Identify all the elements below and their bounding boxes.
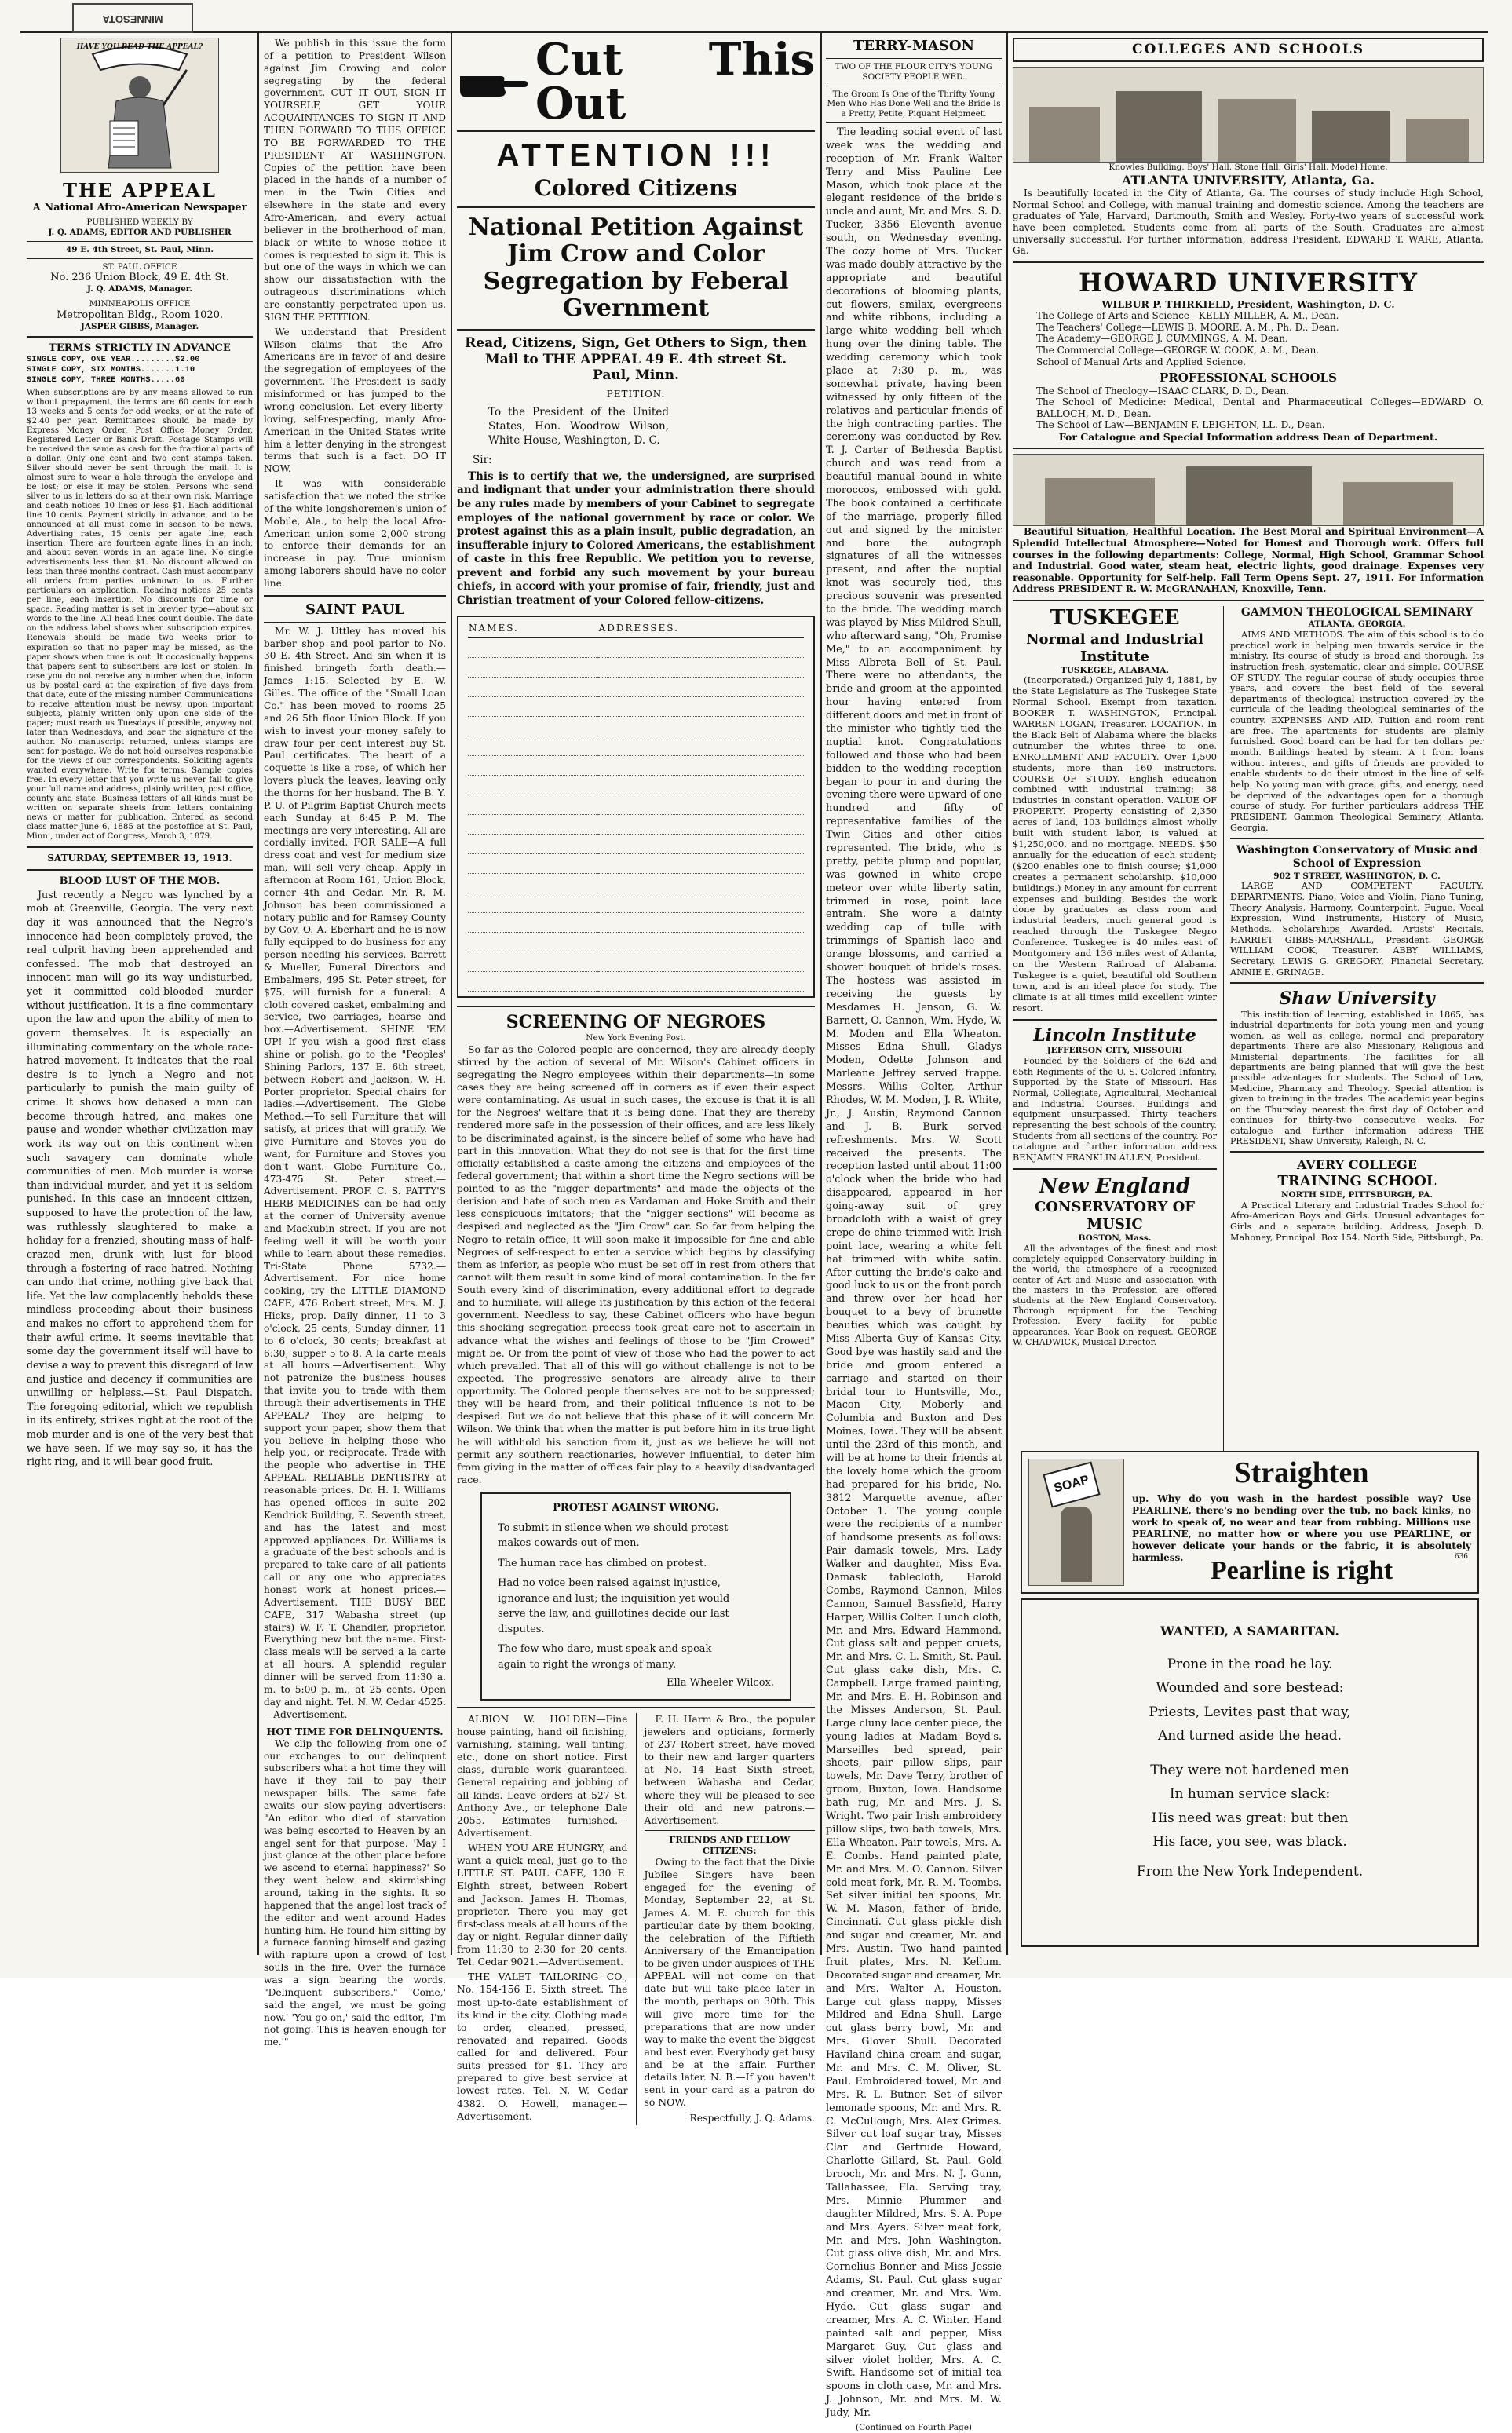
signature-line[interactable] [468,697,598,717]
pointing-hand-icon [457,64,529,100]
library-stamp: MINNESOTA [72,3,193,33]
address-line: 49 E. 4th Street, St. Paul, Minn. [65,244,214,254]
pearline-code: 636 [1454,1553,1468,1561]
avery-location: NORTH SIDE, PITTSBURGH, PA. [1280,1189,1433,1200]
poem-line: To submit in silence when we should protest [498,1522,729,1534]
pearline-head: Straighten [1234,1456,1369,1489]
screening-head: SCREENING OF NEGROES [506,1012,766,1032]
address-line[interactable] [598,952,804,972]
tuskegee-location: TUSKEGEE, ALABAMA. [1060,665,1170,675]
atlanta-body: Is beautifully located in the City of Atlanta, Ga. The courses of study include High School, Normal School and College, with manual training and domestic science. Among the teachers are graduates of Yale, Harvard, Dartmouth, Smith and Wesley. Forty-two years of successful work have been completed. Students come from all parts of the South. Graduates are almost universally successful. For further information, address President, EDWARD T. WARE, Atlanta, Ga. [1013,188,1484,257]
address-line[interactable] [598,913,804,933]
address-line[interactable] [598,678,804,697]
address-line[interactable] [598,697,804,717]
stpaul-office: No. 236 Union Block, 49 E. 4th St. [50,272,229,284]
addresses-column-head: ADDRESSES. [598,622,804,637]
howard-foot: For Catalogue and Special Information address Dean of Department. [1058,431,1438,443]
howard-dept: School of Manual Arts and Applied Science. [1036,356,1247,367]
poem-line: Prone in the road he lay. [1167,1657,1333,1672]
column-2 [264,38,446,2048]
names-column-head: NAMES. [468,622,598,637]
howard-dept: The Teachers' College—LEWIS B. MOORE, A. M., Ph. D., Dean. [1036,321,1339,333]
harm-ad: F. H. Harm & Bro., the popular jewelers and opticians, formerly of 237 Robert street, have moved to their new and larger quarters at No. 14 East Sixth street, between Wabasha and Cedar, where they will be pleased to see their old and new patrons.—Advertisement. [644,1712,815,1826]
address-line[interactable] [598,638,804,658]
masthead-illustration [60,38,219,173]
friends-head: FRIENDS AND FELLOW CITIZENS: [669,1833,791,1856]
saint-paul-body: Mr. W. J. Uttley has moved his barber shop and pool parlor to No. 30 E. 4th Street. And sin when it is finished bringeth forth death.—James 1:15.—Selected by E. W. Gilles. The office of the "Small Loan Co." has been moved to rooms 25 and 26 5th floor Union Block. If you wish to invest your money safely to draw four per cent interest buy St. Paul certificates. The heart of a coquette is like a rose, of which her lovers pluck the leaves, leaving only the thorns for her husband. The B. Y. P. U. of Pilgrim Baptist Church meets each Sunday at 6:45 P. M. The meetings are very interesting. All are cordially invited. FOR SALE—A full dress coat and vest for medium size man, will sell very cheap. Apply in afternoon at Room 161, Union Block, corner 4th and Cedar. Mr. R. M. Johnson has been commissioned a notary public and for Ramsey County by Gov. O. A. Eberhart and he is now fully equipped to do business for any person needing his services. Barrett & Mueller, Funeral Directors and Embalmers, 495 St. Peter street, for $75, will furnish for a funeral: A cloth covered casket, embalming and service, two carriages, hearse and box.—Advertisement. SHINE 'EM UP! If you wish a good first class shine or polish, go to the "Peoples' Shining Parlors, 137 E. 6th street, between Robert and Jackson, W. H. Porter proprietor. Special chairs for ladies.—Advertisement. The Globe Method.—To sell Furniture that will satisfy, at prices that will gratify. We give Furniture and Stoves you do want, for Furniture and Stoves you don't want.—Globe Furniture Co., 473-475 St. Peter street.—Advertisement. PROF. C. S. PATTY'S HERB MEDICINES can be had only at the corner of University avenue and Mackubin street. If you are not feeling well it will be worth your while to learn about these remedies. Tri-State Phone 5732.—Advertisement. For nice home cooking, try the LITTLE DIAMOND CAFE, 476 Robert street, Mrs. M. J. Hicks, prop. Daily dinner, 11 to 3 o'clock, 25 cents; Sunday dinner, 11 to 6 o'clock, 30 cents; breakfast at 6:30; supper 5 to 8. A la carte meals at all hours.—Advertisement. Why not patronize the business houses that invite you to trade with them through their advertisements in THE APPEAL? They are helping to support your paper, show them that you believe in helping those who help you, or reciprocate. Trade with the people who advertise in THE APPEAL. RELIABLE DENTISTRY at reasonable prices. Dr. H. I. Williams has opened offices in suite 202 Kendrick Building, E. Seventh street, and has the latest and most approved appliances. Dr. Williams is a graduate of the best schools and is prepared to take care of all patients call or any one who appreciates honest work at honest prices.—Advertisement. THE BUSY BEE CAFE, 317 Wabasha street (up stairs) W. F. T. Chandler, proprietor. Everything new but the name. First-class meals will be served a la carte at all hours. A splendid regular dinner will be served from 11:30 a. m. to 5:00 p. m., at 25 cents. Open day and night. Tel. N. W. Cedar 4525.—Advertisement. [264,625,446,1720]
ne-conservatory-location: BOSTON, Mass. [1078,1233,1152,1244]
wedding-continued: (Continued on Fourth Page) [855,2423,973,2433]
signature-line[interactable] [468,815,598,835]
gammon-location: ATLANTA, GEORGIA. [1308,619,1406,630]
washer-illustration [1028,1459,1124,1586]
poem-line: The few who dare, must speak and speak [498,1643,712,1656]
petition-salutation: Sir: [473,454,492,467]
attention-head: ATTENTION !!! [496,138,776,173]
petition-section [457,34,815,2124]
poem-line: disputes. [498,1623,545,1635]
prof-dept: The School of Medicine: Medical, Dental and Pharmaceutical Colleges—EDWARD O. BALLOCH, M. D., Dean. [1036,396,1484,419]
blood-lust-body: Just recently a Negro was lynched by a mob at Greenville, Georgia. The very next day it was announced that the Negro's innocence had been completely proved, the real culprit having been apprehended and confessed. The mob that destroyed an innocent man will go its way undisturbed, yet it committed cold-blooded murder without justification. It is a fine commentary upon the law and upon the ability of men to govern themselves. It is especially an illuminating commentary on the whole race-hatred movement. It indicates that the real desire is to lynch a Negro and not particularly to punish the main guilty of crime. It shows how debased a man can become through hatred, and makes one pause and wonder whether civilization may work its way out on this continent when such savagery can dominate whole communities of men. Mob murder is worse than individual murder, and yet it is seldom punished. In this case an innocent citizen, supposed to have the protection of the law, was ruthlessly slaughtered to make a holiday for a frenzied, shouting mass of half-crazed men, drunk with lust for blood through a fostering of race hatred. Nothing can undo that crime, nothing give back that life. Yet the law complacently beholds these mindless proceeding about their business and makes no effort to apprehend them for their awful crime. It seems inevitable that some day the government itself will have to devise a way to prevent this disregard of law and justice and decency if communities are unwilling or helpless.—St. Paul Dispatch. The foregoing editorial, which we republish in its entirety, strikes right at the root of the mob murder and is one of the very best that we have seen. If we may say so, it has the right ring, and it will bear good fruit. [27,888,253,1468]
wedding-head: TERRY-MASON [853,38,974,54]
pearline-ad [1021,1451,1479,1594]
pearline-body: up. Why do you wash in the hardest possible way? Use PEARLINE, there's no bending over the tub, no back kinks, no work to speak of, no wear and tear from rubbing. Millions use PEARLINE, no matter how or where you use PEARLINE, or however delicate your hands or the fabric, it is absolutely harmless. [1132,1493,1471,1563]
poem-line: Priests, Levites past that way, [1149,1704,1351,1720]
signature-line[interactable] [468,658,598,678]
hot-time-body: We clip the following from one of our exchanges to our delinquent subscribers what a hot time they will have if they fail to pay their newspaper bills. The same fate awaits our slow-paying advertisers: "An editor who died of starvation was being escorted to Heaven by an angel sent for that purpose. 'May I just glance at the other place before we ascend to eternal happiness?' So they went below and skirmishing around, taking in the sights. It so happened that the angel lost track of the editor and went around Hades hunting him. He found him sitting by a furnace fanning himself and gazing with rapture upon a crowd of lost souls in the fire. Over the furnace was a sign bearing the words, "Delinquent subscribers." 'Come,' said the angel, 'we must be going now.' 'You go on,' said the editor, 'I'm not going. This is heaven enough for me.'" [264,1737,446,2048]
hot-time-head: HOT TIME FOR DELINQUENTS. [266,1726,444,1738]
washington-conservatory-head: Washington Conservatory of Music and School of Expression [1236,844,1478,871]
mobile-strike-paragraph: It was with considerable satisfaction that we noted the strike of the white longshoremen's union of Mobile, Ala., to help the local Afro-American union some 2,000 strong to enforce their demands for an increase in pay. True unionism among laborers should have no color line. [264,478,446,589]
shaw-head: Shaw University [1279,988,1435,1010]
howard-head: HOWARD UNIVERSITY [1079,267,1418,298]
address-line[interactable] [598,815,804,835]
friends-signature: Respectfully, J. Q. Adams. [689,2111,815,2124]
signature-line[interactable] [468,638,598,658]
mpls-office: Metropolitan Bldg., Room 1020. [56,309,224,321]
prof-departments [1036,385,1484,432]
column-rule [257,31,259,1955]
ne-conservatory-body: All the advantages of the finest and most completely equipped Conservatory building in the world, the atmosphere of a recognized center of Art and Music and association with the masters in the Profession are offered students at the New England Conservatory. Thorough equipment for the Teaching Profession. Every facility for public appearances. Year Book on request. GEORGE W. CHADWICK, Musical Director. [1013,1244,1217,1347]
poem-author: Ella Wheeler Wilcox. [666,1677,774,1690]
screening-source: New York Evening Post. [586,1032,686,1043]
howard-dept: The College of Arts and Science—KELLY MILLER, A. M., Dean. [1036,310,1339,322]
poem-line: They were not hardened men [1150,1763,1349,1778]
poem-line: serve the law, and guillotines decide our last [498,1608,729,1620]
howard-dept: The Academy—GEORGE J. CUMMINGS, A. M. Dean. [1036,333,1288,345]
column-1 [27,38,253,1955]
address-line[interactable] [598,658,804,678]
poem-line: In human service slack: [1169,1786,1331,1803]
holden-ad: ALBION W. HOLDEN—Fine house painting, hand oil finishing, varnishing, staining, wall tinting, etc., done on short notice. First class, durable work guaranteed. General repairing and jobbing of all kinds. Leave orders at 527 St. Anthony Ave., or telephone Dale 2055. Estimates furnished.—Advertisement. [457,1712,628,1839]
signature-line[interactable] [468,736,598,756]
column-5 [826,38,1002,2433]
signature-line[interactable] [468,933,598,952]
knoxville-body: Beautiful Situation, Healthful Location. The Best Moral and Spiritual Environment—A Splendid Intellectual Atmosphere—Noted for Honest and Thorough work. Offers full courses in the following departments: College, Normal, High School, Grammar School and Industrial. Good water, steam heat, electric lights, good drainage. Expenses very reasonable. Opportunity for Self-help. Fall Term Opens Sept. 27, 1911. For Information Address PRESIDENT R. W. McGRANAHAN, Knoxville, Tenn. [1013,526,1484,595]
valet-ad: THE VALET TAILORING CO., No. 154-156 E. Sixth street. The most up-to-date establishment of its kind in the city. Clothing made to order, cleaned, pressed, renovated and repaired. Goods called for and delivered. Four suits pressed for $1. They are prepared to give best service at lowest rates. Tel. N. W. Cedar 4382. O. Howell, manager.—Advertisement. [457,1971,628,2122]
protest-poem-title: PROTEST AGAINST WRONG. [553,1502,719,1514]
signature-line[interactable] [468,952,598,972]
wedding-sub2: The Groom Is One of the Thrifty Young Men Who Has Done Well and the Bride Is a Pretty, Petite, Piquant Helpmeet. [827,89,1001,119]
friends-body: Owing to the fact that the Dixie Jubilee Singers have been engaged for the evening of Monday, September 22, at St. James A. M. E. church for this particular date by them booking, the celebration of the Fiftieth Anniversary of the Emancipation to be given under auspices of THE APPEAL will not come on that date but will take place later in the month, perhaps on 30th. This will give more time for the preparations that are now under way to make the event the biggest and best ever. Everybody get busy and be at the affair. Further details later. N. B.—If you haven't sent in your card as a patron do so NOW. [644,1856,815,2109]
soap-icon: SOAP [1043,1461,1100,1507]
poem-line: His need was great: but then [1151,1810,1349,1826]
terms-rate-1: SINGLE COPY, ONE YEAR.........$2.00 [27,355,200,365]
hungry-ad: WHEN YOU ARE HUNGRY, and want a quick meal, just go to the LITTLE ST. PAUL CAFE, 130 E. Eighth street, between Robert and Jackson. James H. Thomas, proprietor. There you may get first-class meals at all hours of the day or night. Regular dinner daily from 11:30 to 2:30 for 20 cents. Tel. Cedar 9021.—Advertisement. [457,1842,628,1968]
poem-line: again to right the wrongs of many. [498,1658,677,1671]
lincoln-body: Founded by the Soldiers of the 62d and 65th Regiments of the U. S. Colored Infantry. Supported by the State of Missouri. Has Normal, Collegiate, Agricultural, Mechanical and Industrial Courses. Buildings and equipment unsurpassed. Thirty teachers representing the best schools of the country. Students from all sections of the country. For catalogue and further information address BENJAMIN FRANKLIN ALLEN, President. [1013,1056,1217,1164]
herald-figure-icon [61,38,218,172]
poem-line: And turned aside the head. [1157,1727,1342,1744]
signature-line[interactable] [468,874,598,893]
avery-body: A Practical Literary and Industrial Trades School for Afro-American Boys and Girls. Unusual advantages for Girls and a separate building. Address, Joseph D. Mahoney, Principal. Box 154. North Side, Pittsburgh, Pa. [1230,1200,1484,1243]
address-line[interactable] [598,835,804,854]
mpls-office-head: MINNEAPOLIS OFFICE [89,298,191,309]
saint-paul-head: SAINT PAUL [305,601,405,618]
address-line[interactable] [598,776,804,795]
atlanta-caption: Knowles Building. Boys' Hall. Stone Hall. Girls' Hall. Model Home. [1108,162,1388,172]
pearline-tagline: Pearline is right [1210,1556,1393,1585]
address-line[interactable] [598,756,804,776]
samaritan-title: WANTED, A SAMARITAN. [1160,1624,1339,1638]
howard-dept: The Commercial College—GEORGE W. COOK, A. M., Dean. [1036,344,1320,356]
wedding-sub: TWO OF THE FLOUR CITY'S YOUNG SOCIETY PEOPLE WED. [835,61,993,82]
address-line[interactable] [598,893,804,913]
banner-text: HAVE YOU READ THE APPEAL? [76,43,203,51]
howard-president: WILBUR P. THIRKIELD, President, Washington, D. C. [1101,298,1395,310]
dateline: SATURDAY, SEPTEMBER 13, 1913. [47,853,232,864]
address-line[interactable] [598,717,804,736]
president-paragraph: We understand that President Wilson claims that the Afro-Americans are in favor of and desire the segregation of employees of the government. The President is sadly misinformed or has jumped to the wrong conclusion. Let every liberty-loving, self-respecting, manly Afro-American in the United States write him a letter denying in the strongest terms that such is a fact. DO IT NOW. [264,326,446,475]
address-line[interactable] [598,874,804,893]
petition-body: This is to certify that we, the undersigned, are surprised and indignant that under your administration there should be any rules made by members of your Cabinet to segregate employes of the national government by race or color. We protest against this as a plain insult, public degradation, an insufferable injury to Colored Americans, the establishment of caste in this free Republic. We petition you to reverse, prevent and forbid any such movement by your bureau chiefs, in accord with your promise of fair, friendly, just and Christian treatment of your Colored fellow-citizens. [457,469,815,607]
shaw-body: This institution of learning, established in 1865, has industrial departments for both young men and young women, as well as college, normal and preparatory departments. There are also Missionary, Religious and Ministerial departments. The facilities for all departments are being planned that will give the best possible advantages for students. The School of Law, Medicine, Pharmacy and Theology. Special attention is given to training in the trades. The academic year begins on the Thursday nearest the first day of October and continues for thirty-two consecutive weeks. For catalogue and further information address THE PRESIDENT, Shaw University, Raleigh, N. C. [1230,1010,1484,1146]
signature-line[interactable] [468,756,598,776]
mpls-manager: JASPER GIBBS, Manager. [80,321,199,331]
address-line[interactable] [598,795,804,815]
address-line[interactable] [598,972,804,992]
samaritan-box [1021,1598,1479,1947]
signature-line[interactable] [468,776,598,795]
stpaul-office-head: ST. PAUL OFFICE [102,261,177,272]
poem-line: makes cowards out of men. [498,1537,640,1550]
poem-line: Had no voice been raised against injustice, [498,1577,721,1590]
top-rule [20,31,1488,33]
paper-title: THE APPEAL [63,179,217,202]
washington-conservatory-body: LARGE AND COMPETENT FACULTY. DEPARTMENTS. Piano, Voice and Violin, Piano Tuning, Theory Analysis, Harmony, Counterpoint, Fugue, Vocal Expression, Wind Instruments, History of Music, Methods. Scholarships Awarded. Artists' Recitals. HARRIET GIBBS-MARSHALL, President. GEORGE WILLIAM COOK, Treasurer. ABBY WILLIAMS, Secretary. LEWIS G. GREGORY, Financial Secretary. ANNIE E. GRINAGE. [1230,881,1484,977]
address-line[interactable] [598,854,804,874]
samaritan-source: From the New York Independent. [1136,1864,1364,1880]
signature-line[interactable] [468,678,598,697]
petition-title: National Petition Against Jim Crow and Color Segregation by Feberal Gvernment [468,213,804,323]
cut-this-out-head: Cut This Out [535,34,815,130]
ne-conservatory-head2: CONSERVATORY OF MUSIC [1034,1199,1196,1233]
column-rule [820,31,822,1955]
published-line: PUBLISHED WEEKLY BY [86,217,193,228]
stpaul-manager: J. Q. ADAMS, Manager. [86,284,193,294]
signature-line[interactable] [468,854,598,874]
column-rule [451,31,452,1955]
protest-poem-box [480,1492,791,1701]
poem-line: The human race has climbed on protest. [498,1557,707,1569]
editor-line: J. Q. ADAMS, EDITOR AND PUBLISHER [48,227,232,237]
prof-dept: The School of Law—BENJAMIN F. LEIGHTON, LL. D., Dean. [1036,419,1325,431]
screening-body: So far as the Colored people are concerned, they are already deeply stirred by the action of several of Mr. Wilson's Cabinet officers in segregating the Negro employees within their departments—in some cases they are being screened off in corners as if even their aspect were contaminating. As usual in such cases, the excuse is that it is all for the Negroes' welfare that it is being done. That they are thereby rendered more safe in the possession of their offices, and are less likely to be discriminated against, is the sincere belief of some who have had part in this innovation. What they do not see is that for the first time officially established a caste among the citizens and employees of the federal government; that within a short time the Negro sections will be pointed to as the "nigger departments" and made the objects of the derision and hate of such men as Vardaman and Hoke Smith and their less conspicuous imitators; that the "nigger sections" will become as despised and neglected as the "Jim Crow" car. So far from helping the Negro to retain office, it will soon make it impossible for fine and able Negroes of self-respect to enter a service which begins by classifying them as inferior, as people who must be set off in rest from others that cannot wilt them result in some kind of moral contamination. In the far South every kind of discrimination, every additional effort to degrade and to humiliate, will allege its justification by this action of the federal government. Needless to say, these Cabinet officers who have begun this shocking segregation process took great care not to ascertain in advance what the wishes and feelings of those to be "Jim Crowed" might be. Or from the point of view of those who had the power to act which prevailed. That all of this will go without challenge is not to be expected. The progressive senators are already alive to their opportunity. The Colored people themselves are not to be suppressed; they will be heard from, and their political influence is not to be despised. But we do not believe that this phase of it will concern Mr. Wilson. We think that when the matter is put before him in its true light he will withhold his sanction from it, just as we believe he will not permit any southern reactionaries, however influential, to deter him from giving in the matter of offices fair play to a heavily disadvantaged race. [457,1043,815,1485]
schools-right [1230,606,1484,1493]
signature-line[interactable] [468,913,598,933]
lincoln-location: JEFFERSON CITY, MISSOURI [1046,1046,1183,1056]
lincoln-head: Lincoln Institute [1033,1025,1196,1046]
prof-schools-head: PROFESSIONAL SCHOOLS [1160,371,1337,385]
signature-line[interactable] [468,835,598,854]
petition-instructions: Read, Citizens, Sign, Get Others to Sign, then Mail to THE APPEAL 49 E. 4th street St. Paul, Minn. [465,334,807,384]
gammon-body: AIMS AND METHODS. The aim of this school is to do practical work in helping men towards service in the ministry. Its course of study is broad and thorough. Its instruction fresh, systematic, clear and simple. COURSE OF STUDY. The regular course of study occupies three years, and covers the best field of the several departments of theological instruction covered by the curricula of the leading theological seminaries of the country. EXPENSES AND AID. Tuition and room rent are free. The apartments for students are plainly furnished. Good board can be had for ten dollars per month. Buildings heated by steam. A t from loans without interest, and gifts of friends are provided to enable students to do their utmost in the line of self-help. No young man with grace, gifts, and energy, need be deprived of the advantages open for a thorough course of study. For further particulars address THE PRESIDENT, Gammon Theological Seminary, Atlanta, Georgia. [1230,629,1484,833]
blood-lust-head: BLOOD LUST OF THE MOB. [59,875,221,887]
tuskegee-body: (Incorporated.) Organized July 4, 1881, by the State Legislature as The Tuskegee State Normal School. Exempt from taxation. BOOKER T. WASHINGTON, Principal. WARREN LOGAN, Treasurer. LOCATION. In the Black Belt of Alabama where the blacks outnumber the whites three to one. ENROLLMENT AND FACULTY. Over 1,500 students, more than 160 instructors. COURSE OF STUDY. English education combined with industrial training; 38 industries in constant operation. VALUE OF PROPERTY. Property consisting of 2,350 acres of land, 103 buildings almost wholly built with student labor, is valued at $1,250,000, and no mortgage. NEEDS. $50 annually for the education of each student; ($200 enables one to finish course; $1,000 creates a permanent scholarship. $10,000 buildings.) Money in any amount for current expenses and building. Besides the work done by graduates as class room and industrial leaders, much general good is reached through the Tuskegee Negro Conference. Tuskegee is 40 miles east of Montgomery and 136 miles west of Atlanta, on the Western Railroad of Alabama. Tuskegee is a quiet, beautiful old Southern town, and is an ideal place for study. The climate is at all times mild excellent winter resort. [1013,674,1217,1014]
colleges-banner: COLLEGES AND SCHOOLS [1013,38,1484,62]
tuskegee-sub: Normal and Industrial Institute [1026,630,1203,665]
poem-line: Wounded and sore bestead: [1156,1680,1344,1697]
signature-line[interactable] [468,893,598,913]
ne-conservatory-head: New England [1039,1174,1191,1198]
samaritan-lines [1022,1653,1477,1883]
terms-head: TERMS STRICTLY IN ADVANCE [49,342,231,355]
petition-intro: We publish in this issue the form of a petition to President Wilson against Jim Crowing and color segregating by the federal government. CUT IT OUT, SIGN IT YOURSELF, GET YOUR ACQUAINTANCES TO SIGN IT AND THEN FORWARD TO THIS OFFICE TO BE FORWARDED TO THE PRESIDENT AT WASHINGTON. Copies of the petition have been placed in the hands of a number of men in the Twin Cities and elsewhere in the state and every Afro-American, and every actual believer in the brotherhood of man, black or white to whose notice it comes is requested to sign it. This is but one of the ways in which we can show our dissatisfaction with the outrageous discriminations which are constantly perpetrated upon us. SIGN THE PETITION. [264,38,446,323]
petition-addressee: To the President of the United States, Hon. Woodrow Wilson, White House, Washington, D. C. [488,405,669,448]
petition-label: PETITION. [606,389,666,400]
poem-line: His face, you see, was black. [1152,1833,1347,1850]
atlanta-head: ATLANTA UNIVERSITY, Atlanta, Ga. [1121,172,1375,188]
signature-line[interactable] [468,795,598,815]
terms-rate-2: SINGLE COPY, SIX MONTHS.......1.10 [27,365,195,375]
colored-citizens-head: Colored Citizens [534,174,738,201]
wedding-body: The leading social event of last week was the wedding and reception of Mr. Frank Walter Terry and Miss Pauline Lee Mason, which took place at the elegant residence of the bride's uncle and aunt, Mr. and Mrs. S. D. Tucker, 3356 Eleventh avenue south, on Wednesday evening. The cozy home of Mrs. Tucker was made doubly attractive by the appropriate and beautiful decorations of blooming plants, cut flowers, smilax, evergreens and white ribbons, including a large white wedding bell which hung over the dining table. The wedding ceremony which took place at 7:30 p. m., was somewhat private, having been witnessed by only fifteen of the relatives and particular friends of the high contracting parties. The ceremony was conducted by Rev. T. J. Carter of Bethesda Baptist church and was read from a beautiful manual bound in white moroccos, embossed with gold. The book contained a certificate of the marriage, properly filled out and signed by the minister and bore the autograph signatures of all the witnesses present, and after the nuptial knot was securely tied, this precious souvenir was presented to the bride. The wedding march was played by Miss Mildred Shull, who afterward sang, "Oh, Promise Me," to an accompaniment by Miss Albreta Bell of St. Paul. There were no attendants, the bride and groom at the appointed hour having entered from different doors and met in front of the minister who tightly tied the nuptial knot. Congratulations followed and those who had been bidden to the wedding reception began to pour in and during the evening there were upward of one hundred and fifty of representative families of the Twin Cities and other cities represented. The bride, who is pretty, petite plump and popular, was gowned in white crepe meteor over white liberty satin, trimmed in rose, point lace entrain. She wore a dainty wedding cap of tulle with trimmings of Spanish lace and orange blossoms, and carried a shower bouquet of bride's roses. The hostess was assisted in receiving the guests by Mesdames H. Jenson, G. W. Barnett, O. Cannon, Wm. Hyde, W. M. Moden and Ella Wheaton. Misses Edna Shull, Gladys Moden, Odette Johnson and Marleane Jeffrey served frappe. Messrs. Willis Colter, Arthur Rhodes, W. M. Moden, J. R. White, Jr., J. Austin, Raymond Cannon and J. B. Burk served refreshments. Mrs. W. Scott received the presents. The reception lasted until about 11:00 o'clock when the bride who had disappeared, appeared in her going-away suit of grey broadcloth with a waist of grey crepe de chine trimmed with Irish point lace, wearing a white felt hat trimmed with white satin. After cutting the bride's cake and good luck to us on the front porch and threw over her head her bouquet to a bevy of brunette beauties which was caught by Miss Alberta Guy of Kansas City. Good bye was hastily said and the bride and groom entered a carriage and started on their bridal tour to Huntsville, Mo., Macon City, Moberly and Columbia and Buxton and Des Moines, Iowa. They will be absent until the 23rd of this month, and will be at home to their friends at the lovely home which the groom had prepared for his bride, No. 3812 Marquette avenue, after October 1. The young couple were the recipients of a number of handsome presents as follows: Pair damask towels, Mrs. Lady Walker and daughter, Miss Eva. Damask tablecloth, Harold Combs, Raymond Cannon, Miles Cannon, Samuel Bassfield, Harry Harper, Willis Colter. Lunch cloth, Mr. and Mrs. Edward Hammond. Cut glass salt and pepper cruets, Mr. and Mrs. C. L. Smith, St. Paul. Cut glass cake dish, Mrs. C. Campbell. Large framed painting, Mr. and Mrs. E. H. Robinson and the Misses Anderson, St. Paul. Large cluny lace center piece, the young ladies at Madam Boyd's. Marseilles bed spread, pair sheets, pair pillow slips, pair towels, Mr. Dave Terry, brother of groom, Buxton, Iowa. Handsome bath rug, Mr. and Mrs. J. S. Wright. Two pair Irish embroidery pillow slips, two bath towels, Mrs. Ella Wheaton. Pair towels, Mrs. A. E. Combs. Hand painted plate, Mr. and Mrs. M. O. Cannon. Silver cold meat fork, Mr. R. M. Toombs. Set silver initial tea spoons, Mr. W. M. Mason, father of bride, Cincinnati. Cut glass pickle dish and sugar and creamer, Mr. and Mrs. Austin. Two hand painted fruit plates, Mrs. N. Kellum. Decorated sugar and creamer, Mr. and Mrs. Walter A. Houston. Large cut glass nappy, Misses Mildred and Edna Shull. Large cut glass berry bowl, Mr. and Mrs. Glover Shull. Decorated Haviland china cream and sugar, Mr. and Mrs. C. M. Oliver, St. Paul. Embroidered towel, Mr. and Mrs. R. L. Butner. Set of silver lemonade spoons, Mr. and Mrs. R. C. McCullough, Mrs. Alex Grimes. Silver cut loaf sugar tray, Misses Clar and Gertrude Howard, Charlotte Gillard, St. Paul. Gold brooch, Mr. and Mrs. N. J. Gunn, Tallahassee, Fla. Serving tray, Mrs. Minnie Plummer and daughter Mildred, Mrs. S. A. Pope and Mrs. Ayers. Silver meat fork, Mr. and Mrs. John Washington. Cut glass olive dish, Mr. and Mrs. Cornelius Bonner and Miss Jessie Adams, St. Paul. Cut glass sugar and creamer, Mr. and Mrs. Wm. Hyde. Cut glass sugar and creamer, Mrs. A. C. Winter. Hand painted salt and pepper, Miss Margaret Guy. Cut glass and silver violet holder, Mrs. A. C. Swift. Handsome set of initial tea spoons in cloth case, Mr. and Mrs. J. Johnson, Mr. and Mrs. M. W. Judy, Mr. [826,126,1002,2420]
signature-table [457,616,815,998]
schools-left [1013,606,1217,1493]
column-rule [1006,31,1008,1955]
prof-dept: The School of Theology—ISAAC CLARK, D. D., Dean. [1036,385,1290,396]
washington-conservatory-address: 902 T STREET, WASHINGTON, D. C. [1273,871,1441,881]
howard-departments [1036,310,1484,367]
signature-line[interactable] [468,717,598,736]
address-line[interactable] [598,933,804,952]
signature-line[interactable] [468,972,598,992]
paper-subtitle: A National Afro-American Newspaper [32,202,247,214]
tuskegee-head: TUSKEGEE [1050,606,1180,630]
avery-head2: TRAINING SCHOOL [1277,1172,1437,1189]
address-line[interactable] [598,736,804,756]
terms-body: When subscriptions are by any means allowed to run without prepayment, the terms are 60 cents for each 13 weeks and 5 cents for odd weeks, or at the rate of $2.40 per year. Remittances should be made by Express Money Order, Post Office Money Order, Registered Letter or Bank Draft. Postage Stamps will be received the same as cash for the fractional parts of a dollar. Only one cent and two cent stamps taken. Silver should never be sent through the mail. It is almost sure to wear a hole through the envelope and be lost; or else it may be stolen. Persons who send silver to us in letters do so at their own risk. Marriage and death notices 10 lines or less $1. Each additional line 10 cents. Payment strictly in advance, and to be announced at all must come in season to be news. Advertising rates, 15 cents per agate line, each insertion. There are fourteen agate lines in an inch, and about seven words in an agate line. No single advertisements less than $1. No discount allowed on less than three months contract. Cash must accompany all orders from parties unknown to us. Further particulars on application. Reading notices 25 cents per line, each insertion. No discounts for time or space. Reading matter is set in brevier type—about six words to the line. All head lines count double. The date on the address label shows when subscription expires. Renewals should be made two weeks prior to expiration so that no paper may be missed, as the paper shows when time is out. It occasionally happens that papers sent to subscribers are lost or stolen. In case you do not receive any number when due, inform us by postal card at the expiration of five days from that date, cute of the missing number. Communications to receive attention must be newsy, upon important subjects, plainly written only upon one side of the paper; must reach us Tuesdays if possible, anyway not later than Wednesdays, and bear the signature of the author. No manuscript returned, unless stamps are sent for postage. We do not hold ourselves responsible for the views of our correspondents. Soliciting agents wanted everywhere. Write for terms. Sample copies free. In every letter that you write us never fail to give your full name and address, plainly written, post office, county and state. Business letters of all kinds must be written on separate sheets from letters containing news or matter for publication. Entered as second class matter June 6, 1885 at the postoffice at St. Paul, Minn., under act of Congress, March 3, 1879. [27,388,253,842]
terms-rate-3: SINGLE COPY, THREE MONTHS.....60 [27,374,185,385]
atlanta-campus-illustration [1013,67,1484,163]
knoxville-campus-illustration [1013,454,1484,526]
gammon-head: GAMMON THEOLOGICAL SEMINARY [1240,606,1474,619]
poem-line: ignorance and lust; the inquisition yet would [498,1592,730,1605]
avery-head: AVERY COLLEGE [1297,1157,1417,1173]
protest-poem-lines [498,1521,774,1691]
